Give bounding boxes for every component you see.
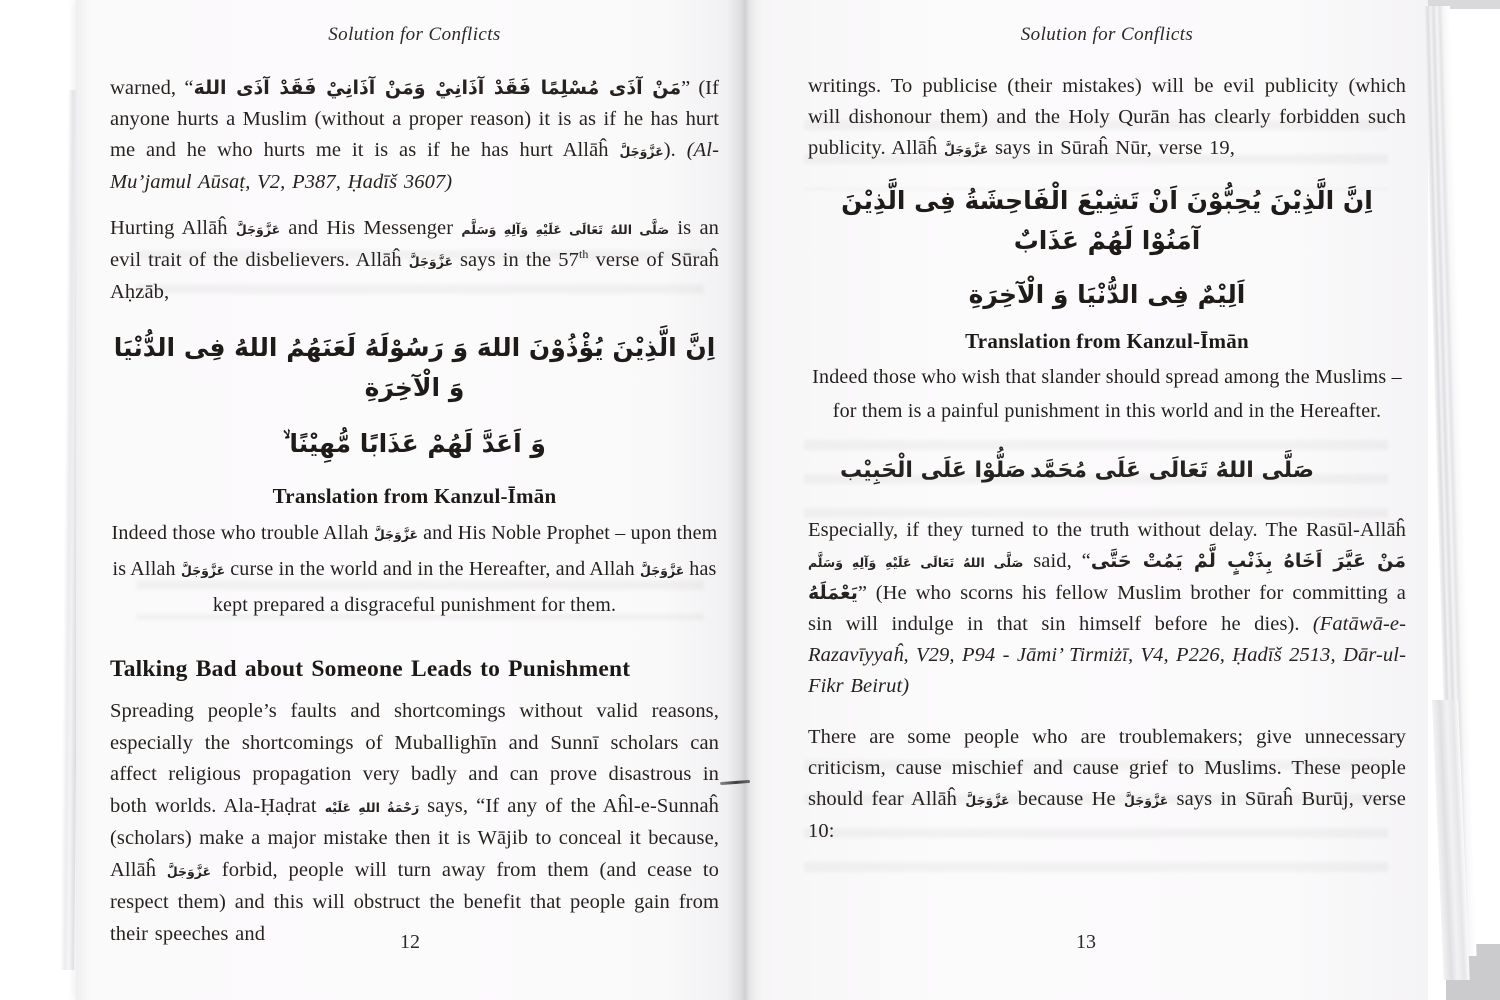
page-12-content <box>76 0 744 1000</box>
text-segment: and His Noble Prophet – upon them is Allah <box>112 522 718 580</box>
citation: (Fatāwā-e-Razavīyyaĥ, V29, P94 - Jāmi’ Tirmiżī, V4, P226, Ḥadīš 2513, Dār-ul-Fikr Beirut) <box>808 613 1406 697</box>
salat-invocation <box>808 458 1406 483</box>
arabic-hadith-quote: مَنْ آذَى مُسْلِمًا فَقَدْ آذَانِيْ وَمَنْ آذَانِيْ فَقَدْ آذَى اللهَ <box>193 77 682 99</box>
paragraph-writings <box>808 71 1406 165</box>
honorific-azzawajal: عَزَّوَجَلَّ <box>166 863 212 879</box>
text-segment: is an evil trait of the disbelievers. Allāĥ <box>110 217 720 271</box>
page-number: 12 <box>400 931 420 953</box>
citation: (Al-Mu’jamul Aūsaṭ, V2, P387, Ḥadīš 3607) <box>110 139 719 193</box>
paragraph-especially <box>808 515 1406 702</box>
paragraph-troublemakers <box>808 722 1406 847</box>
honorific-durood: صَلَّى اللهُ تَعَالَى عَلَيْهِ وَآلِهِ وَسَلَّم <box>461 222 670 237</box>
page-12 <box>76 0 744 1000</box>
text-segment: Spreading people’s faults and shortcomings without valid reasons, especially the shortcomings of Muballighīn and Sunnī scholars can affect religious propagation very badly and can prove disastrous in both worlds. Ala-Ḥaḍrat <box>110 700 719 817</box>
honorific-azzawajal: عَزَّوَجَلَّ <box>408 254 454 269</box>
text-segment: said, “ <box>1023 550 1091 572</box>
text-segment: Especially, if they turned to the truth without delay. The Rasūl-Allāĥ <box>808 519 1406 541</box>
honorific-azzawajal: عَزَّوَجَلَّ <box>965 793 1010 808</box>
text-segment: says, “If any of the Aĥl-e-Sunnaĥ (scholars) make a major mistake then it is Wājib to conceal it because, Allāĥ <box>110 794 720 881</box>
translation-heading: Translation from Kanzul-Īmān <box>965 329 1249 353</box>
translation-text: Indeed those who wish that slander should spread among the Muslims – for them is a painful punishment in this world and in the Hereafter. <box>812 366 1402 422</box>
page-13 <box>744 0 1428 1000</box>
text-segment: has kept prepared a disgraceful punishment for them. <box>212 558 717 616</box>
salat-call: صَلُّوْا عَلَى الْحَبِيْب <box>840 458 1027 483</box>
honorific-rahmatullah: رَحْمَةُ اللهِ عَلَيْه <box>324 799 420 815</box>
salat-response: صَلَّى اللهُ تَعَالَى عَلَى مُحَمَّد <box>1030 458 1314 483</box>
honorific-azzawajal: عَزَّوَجَلَّ <box>640 563 685 578</box>
quran-verse-line: اَلِيْمٌ فِى الدُّنْيَا وَ الْآخِرَةِ <box>968 280 1246 309</box>
quran-verse-line: اِنَّ الَّذِيْنَ يُحِبُّوْنَ اَنْ تَشِيْعَ الْفَاحِشَةُ فِى الَّذِيْنَ آمَنُوْا لَهُمْ عَذَابٌ <box>841 186 1373 255</box>
text-segment: says in the 57 <box>453 249 579 271</box>
honorific-azzawajal: عَزَّوَجَلَّ <box>619 144 664 159</box>
text-segment: Hurting Allāĥ <box>110 217 236 239</box>
page-13-content <box>744 0 1428 1000</box>
text-segment: because He <box>1009 788 1125 810</box>
text-segment: ). <box>663 139 687 161</box>
text-segment: There are some people who are troublemakers; give unnecessary criticism, cause mischief and cause grief to Muslims. These people should fear Allāĥ <box>808 726 1406 810</box>
text-segment: says in Sūraĥ Nūr, verse 19, <box>988 137 1236 159</box>
translation-text <box>110 516 719 622</box>
text-segment: says in Sūraĥ Burūj, verse 10: <box>808 788 1406 842</box>
honorific-durood: صَلَّى اللهُ تَعَالَى عَلَيْهِ وَآلِهِ وَسَلَّم <box>808 555 1024 570</box>
honorific-azzawajal: عَزَّوَجَلَّ <box>944 142 989 157</box>
arabic-hadith-quote: مَنْ عَيَّرَ اَخَاهُ بِذَنْبٍ لَّمْ يَمُتْ حَتَّى يَعْمَلَهُ <box>808 550 1406 604</box>
text-segment: ” (He who scorns his fellow Muslim brother for committing a sin will indulge in that sin himself before he dies). <box>808 582 1406 635</box>
quran-verse-line: وَ اَعَدَّ لَهُمْ عَذَابًا مُّهِيْنًا ۙ <box>283 429 546 458</box>
text-segment: warned, “ <box>110 77 194 99</box>
paragraph-hadith-warned <box>110 73 719 198</box>
text-segment: curse in the world and in the Hereafter, and Allah <box>225 558 641 580</box>
paragraph-hurting-allah <box>110 213 719 308</box>
gutter-crease <box>727 0 763 1000</box>
translation-heading: Translation from Kanzul-Īmān <box>272 484 557 508</box>
paragraph-spreading-faults <box>110 696 719 950</box>
text-segment: and His Messenger <box>280 217 462 239</box>
honorific-azzawajal: عَزَّوَجَلَّ <box>180 563 226 578</box>
running-header: Solution for Conflicts <box>1020 24 1194 45</box>
text-segment: forbid, people will turn away from them (and cease to respect them) and this will obstruct the benefit that people gain from their speeches and <box>110 858 719 945</box>
text-segment: Indeed those who trouble Allah <box>111 522 374 544</box>
honorific-azzawajal: عَزَّوَجَلَّ <box>373 527 419 542</box>
ordinal-superscript: th <box>578 247 589 262</box>
section-heading: Talking Bad about Someone Leads to Punishment <box>110 656 631 682</box>
honorific-azzawajal: عَزَّوَجَلَّ <box>1124 793 1169 808</box>
text-segment: verse of Sūraĥ Aḥzāb, <box>110 249 719 303</box>
page-number: 13 <box>1076 931 1096 953</box>
running-header: Solution for Conflicts <box>328 24 501 45</box>
text-segment: ” (If anyone hurts a Muslim (without a proper reason) it is as if he has hurt me and he who hurts me it is as if he has hurt Allāĥ <box>110 77 719 161</box>
text-segment: writings. To publicise (their mistakes) will be evil publicity (which will dishonour them) and the Holy Qurān has clearly forbidden such publicity. Allāĥ <box>808 75 1406 159</box>
honorific-azzawajal: عَزَّوَجَلَّ <box>235 222 281 237</box>
quran-verse-line: اِنَّ الَّذِيْنَ يُؤْذُوْنَ اللهَ وَ رَسُوْلَهُ لَعَنَهُمُ اللهُ فِى الدُّنْيَا وَ الْآخِرَةِ <box>113 333 716 402</box>
